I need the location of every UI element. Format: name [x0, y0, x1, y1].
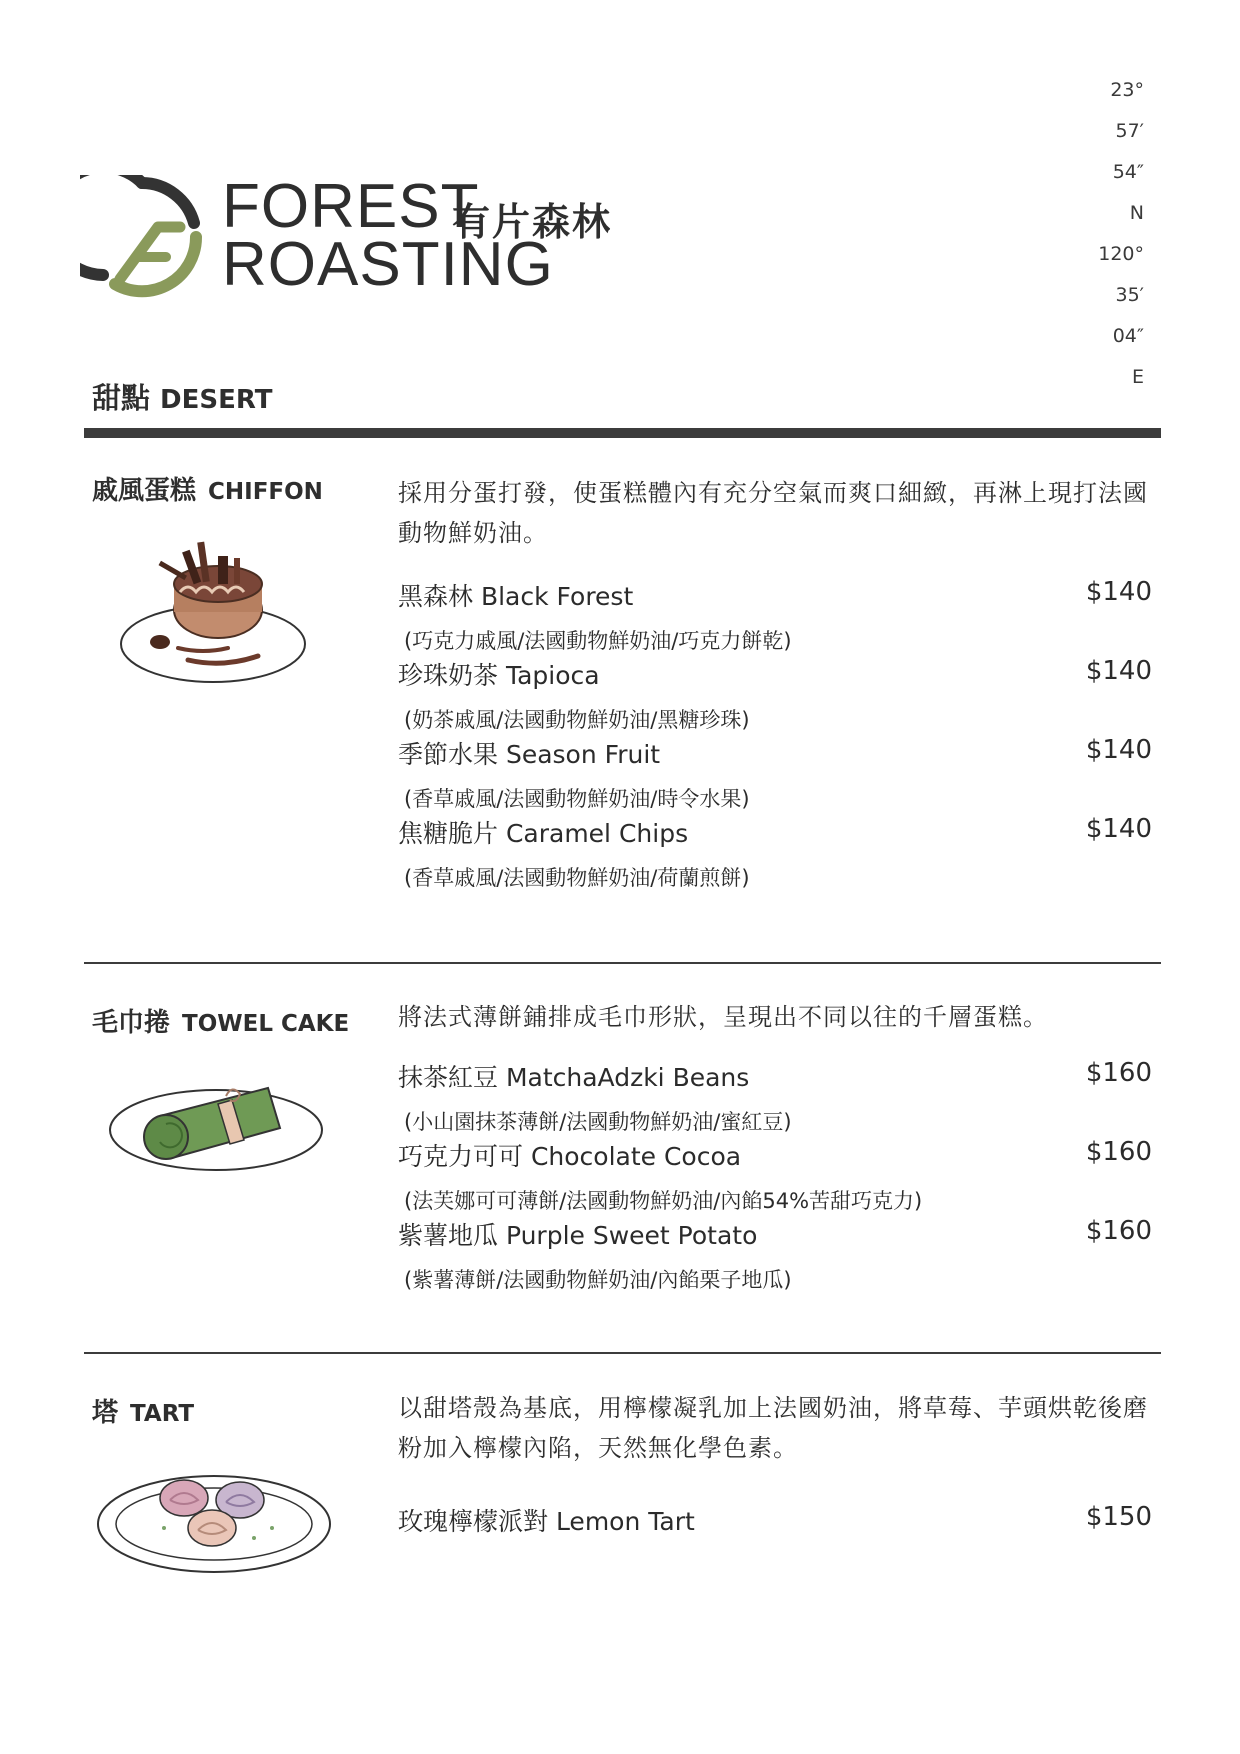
menu-item: [398, 814, 1152, 892]
coord-lat-dir: N: [1129, 202, 1144, 224]
category-title-towel-cake: [92, 1002, 349, 1039]
item-name: 黑森林 Black Forest: [398, 582, 634, 611]
category-divider: [84, 1352, 1161, 1354]
menu-item: [398, 1216, 1152, 1294]
category-name-zh: 毛巾捲: [92, 1008, 171, 1038]
section-title-en: DESERT: [160, 385, 273, 415]
item-price: $150: [1085, 1502, 1152, 1532]
item-ingredients: (小山園抹茶薄餅/法國動物鮮奶油/蜜紅豆): [404, 1110, 792, 1134]
category-description-towel-cake: 將法式薄餅鋪排成毛巾形狀，呈現出不同以往的千層蛋糕。: [398, 1003, 1048, 1031]
item-price: $140: [1085, 656, 1152, 686]
logo-mark-icon: [80, 175, 205, 300]
logo-line-roasting: ROASTING: [222, 230, 554, 299]
item-ingredients: (紫薯薄餅/法國動物鮮奶油/內餡栗子地瓜): [404, 1268, 792, 1292]
category-name-zh: 塔: [92, 1398, 119, 1428]
item-ingredients: (巧克力戚風/法國動物鮮奶油/巧克力餅乾): [404, 629, 792, 653]
category-name-en: TOWEL CAKE: [182, 1011, 350, 1037]
menu-item: [398, 1058, 1152, 1136]
item-ingredients: (法芙娜可可薄餅/法國動物鮮奶油/內餡54%苦甜巧克力): [404, 1189, 923, 1213]
item-name: 巧克力可可 Chocolate Cocoa: [398, 1142, 742, 1171]
logo-line-forest: FOREST: [222, 172, 480, 241]
towel-cake-illustration: [108, 1066, 328, 1186]
category-name-en: CHIFFON: [208, 479, 323, 505]
section-title: [92, 376, 272, 417]
category-title-tart: [92, 1392, 194, 1429]
item-price: $160: [1085, 1058, 1152, 1088]
category-title-chiffon: [92, 470, 323, 507]
menu-item: [398, 1137, 1152, 1215]
coord-lon-dir: E: [1131, 366, 1144, 388]
coord-lon-min: 35′: [1115, 284, 1144, 306]
section-title-zh: 甜點: [92, 381, 151, 415]
category-description-tart: 以甜塔殼為基底，用檸檬凝乳加上法國奶油，將草莓、芋頭烘乾後磨粉加入檸檬內陷，天然無化學色素。: [398, 1394, 1148, 1462]
category-divider: [84, 962, 1161, 964]
brand-logo: [80, 172, 640, 305]
logo-chinese: 有片森林: [452, 200, 613, 244]
item-price: $140: [1085, 814, 1152, 844]
category-name-en: TART: [130, 1401, 195, 1427]
item-price: $160: [1085, 1137, 1152, 1167]
menu-item: [398, 1502, 1152, 1538]
category-description-chiffon: 採用分蛋打發，使蛋糕體內有充分空氣而爽口細緻，再淋上現打法國動物鮮奶油。: [398, 479, 1148, 547]
item-price: $140: [1085, 735, 1152, 765]
coord-lat-min: 57′: [1115, 120, 1144, 142]
section-divider: [84, 428, 1161, 438]
item-name: 紫薯地瓜 Purple Sweet Potato: [398, 1221, 758, 1250]
item-price: $160: [1085, 1216, 1152, 1246]
item-name: 抹茶紅豆 MatchaAdzki Beans: [398, 1063, 750, 1092]
coordinates: [1084, 78, 1144, 406]
category-name-zh: 戚風蛋糕: [92, 476, 197, 506]
coord-lat-sec: 54″: [1112, 161, 1144, 183]
menu-item: [398, 577, 1152, 655]
coord-lon-sec: 04″: [1112, 325, 1144, 347]
coord-lon-deg: 120°: [1098, 243, 1144, 265]
item-name: 焦糖脆片 Caramel Chips: [398, 819, 689, 848]
chiffon-cake-illustration: [118, 538, 318, 688]
item-name: 季節水果 Season Fruit: [398, 740, 661, 769]
item-name: 珍珠奶茶 Tapioca: [398, 661, 600, 690]
item-name: 玫瑰檸檬派對 Lemon Tart: [398, 1507, 695, 1536]
item-price: $140: [1085, 577, 1152, 607]
item-ingredients: (香草戚風/法國動物鮮奶油/時令水果): [404, 787, 750, 811]
menu-item: [398, 656, 1152, 734]
item-ingredients: (香草戚風/法國動物鮮奶油/荷蘭煎餅): [404, 866, 750, 890]
coord-lat-deg: 23°: [1110, 79, 1144, 101]
menu-item: [398, 735, 1152, 813]
item-ingredients: (奶茶戚風/法國動物鮮奶油/黑糖珍珠): [404, 708, 750, 732]
tart-illustration: [94, 1456, 334, 1576]
